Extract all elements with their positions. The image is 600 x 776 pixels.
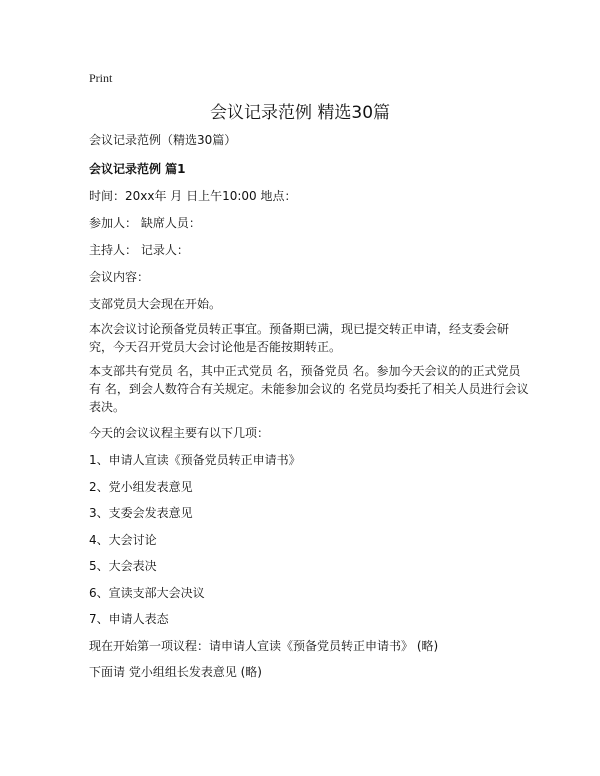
agenda-intro-paragraph: 本次会议讨论预备党员转正事宜。预备期已满，现已提交转正申请，经支委会研究，今天召开党员大会讨论他是否能按期转正。 [89,322,510,354]
agenda-item: 4、大会讨论 [89,533,157,547]
document-title: 会议记录范例 精选30篇 [209,103,391,123]
agenda-item: 2、党小组发表意见 [89,480,193,494]
first-agenda-start: 现在开始第一项议程：请申请人宣读《预备党员转正申请书》 (略) [89,639,439,653]
host-recorder-line: 主持人： 记录人： [89,243,189,257]
agenda-item: 7、申请人表态 [89,612,169,626]
agenda-item: 1、申请人宣读《预备党员转正申请书》 [89,453,301,467]
agenda-item: 5、大会表决 [89,559,157,573]
group-leader-opinion: 下面请 党小组组长发表意见 (略) [89,665,262,679]
member-count-paragraph: 本支部共有党员 名，其中正式党员 名，预备党员 名。参加今天会议的的正式党员有 名，到会人数符合有关规定。未能参加会议的 名党员均委托了相关人员进行会议表决。 [89,364,529,414]
agenda-item: 3、支委会发表意见 [89,506,193,520]
document-subtitle: 会议记录范例（精选30篇） [89,133,237,147]
agenda-heading: 今天的会议议程主要有以下几项： [89,426,270,440]
meeting-time-place: 时间：20xx年 月 日上午10:00 地点： [89,189,297,203]
attendees-line: 参加人： 缺席人员： [89,216,201,230]
opening-line: 支部党员大会现在开始。 [89,297,222,311]
agenda-item: 6、宣读支部大会决议 [89,586,205,600]
section-heading: 会议记录范例 篇1 [89,162,186,176]
print-link[interactable]: Print [89,71,113,85]
meeting-content-label: 会议内容： [89,270,150,284]
